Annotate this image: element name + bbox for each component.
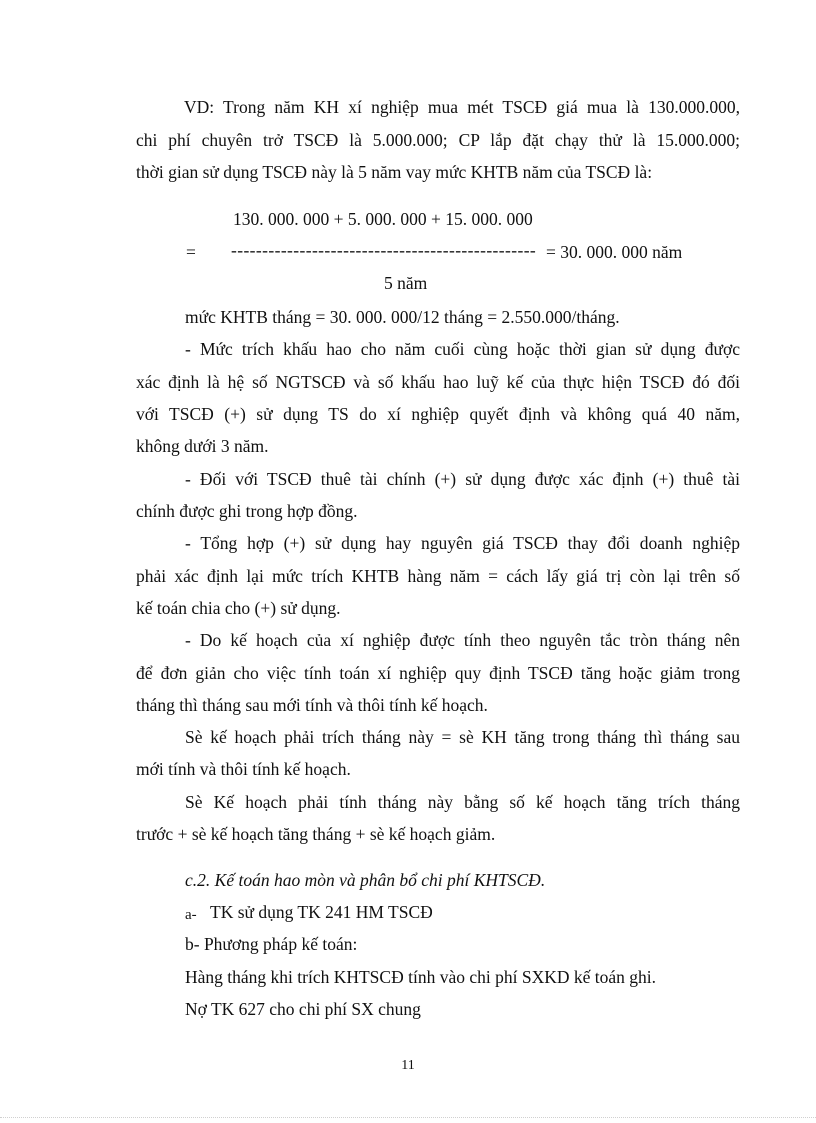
formula-numerator: 130. 000. 000 + 5. 000. 000 + 15. 000. 000 [233, 209, 533, 229]
last-year-line-1: - Mức trích khấu hao cho năm cuối cùng hoặc thời gian sử dụng được [185, 339, 740, 359]
section-heading: c.2. Kế toán hao mòn và phân bổ chi phí KHTSCĐ. [185, 870, 546, 890]
page-number: 11 [401, 1058, 415, 1073]
debit-line: Nợ TK 627 cho chi phí SX chung [185, 999, 421, 1019]
page-bottom-divider [0, 1117, 816, 1118]
lease-line-1: - Đối với TSCĐ thuê tài chính (+) sử dụng được xác định (+) thuê tài [185, 469, 740, 489]
last-year-line-2: xác định là hệ số NGTSCĐ và số khấu hao luỹ kế của thực hiện TSCĐ đó đối [136, 372, 740, 392]
plan-line-2: để đơn giản cho việc tính toán xí nghiệp quy định TSCĐ tăng hoặc giảm trong [136, 663, 740, 683]
last-year-line-3: với TSCĐ (+) sử dụng TS do xí nghiệp quyết định và không quá 40 năm, [136, 404, 740, 424]
formula-equals: = [186, 242, 196, 262]
lease-line-2: chính được ghi trong hợp đồng. [136, 501, 358, 521]
item-a-text: TK sử dụng TK 241 HM TSCĐ [210, 902, 433, 922]
formula-fraction-bar: ------------------------------------------------- [231, 240, 537, 260]
monthly-entry-line: Hàng tháng khi trích KHTSCĐ tính vào chi phí SXKD kế toán ghi. [185, 967, 656, 987]
formula-result: = 30. 000. 000 năm [546, 242, 683, 262]
se2-line-1: Sè Kế hoạch phải tính tháng này bằng số kế hoạch tăng trích tháng [185, 792, 740, 812]
example-line-3: thời gian sử dụng TSCĐ này là 5 năm vay mức KHTB năm của TSCĐ là: [136, 162, 653, 182]
se1-line-2: mới tính và thôi tính kế hoạch. [136, 759, 351, 779]
plan-line-3: tháng thì tháng sau mới tính và thôi tính kế hoạch. [136, 695, 488, 715]
example-line-1: VD: Trong năm KH xí nghiệp mua mét TSCĐ giá mua là 130.000.000, [184, 97, 740, 117]
item-b: b- Phương pháp kế toán: [185, 934, 358, 954]
se2-line-2: trước + sè kế hoạch tăng tháng + sè kế hoạch giảm. [136, 824, 496, 844]
item-a-marker: a- [185, 907, 197, 923]
se1-line-1: Sè kế hoạch phải trích tháng này = sè KH tăng trong tháng thì tháng sau [185, 727, 740, 747]
total-line-2: phải xác định lại mức trích KHTB hàng năm = cách lấy giá trị còn lại trên số [136, 566, 740, 586]
monthly-depreciation-line: mức KHTB tháng = 30. 000. 000/12 tháng = 2.550.000/tháng. [185, 307, 620, 327]
total-line-3: kế toán chia cho (+) sử dụng. [136, 598, 341, 618]
plan-line-1: - Do kế hoạch của xí nghiệp được tính theo nguyên tắc tròn tháng nên [185, 630, 740, 650]
last-year-line-4: không dưới 3 năm. [136, 436, 269, 456]
example-line-2: chi phí chuyên trở TSCĐ là 5.000.000; CP lắp đặt chạy thử là 15.000.000; [136, 130, 740, 150]
formula-denominator: 5 năm [384, 273, 428, 293]
total-line-1: - Tổng hợp (+) sử dụng hay nguyên giá TSCĐ thay đổi doanh nghiệp [185, 533, 740, 553]
